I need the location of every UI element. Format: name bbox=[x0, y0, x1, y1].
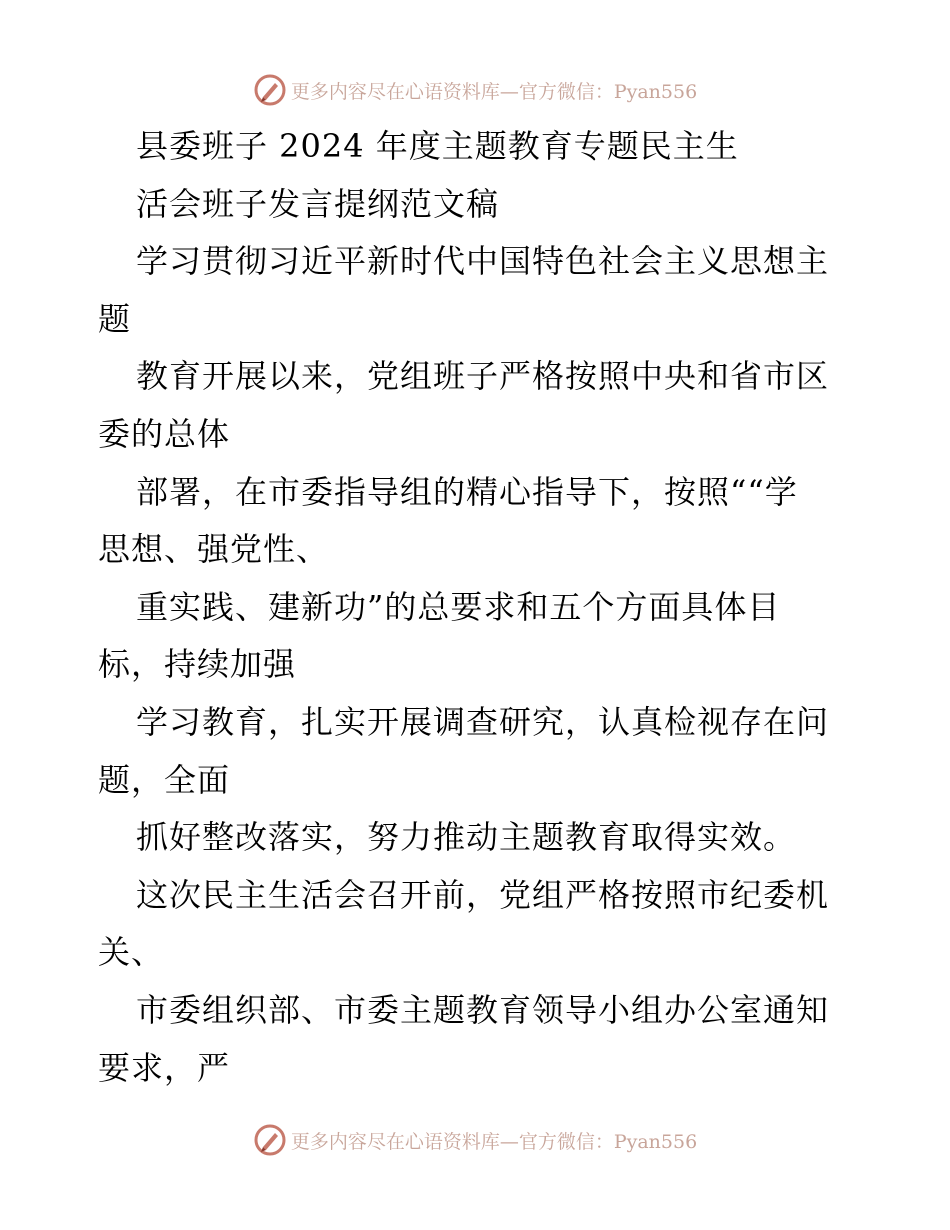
document-title-line: 县委班子 2024 年度主题教育专题民主生 bbox=[136, 127, 739, 165]
watermark-footer bbox=[0, 1118, 950, 1162]
paragraph-line: 学习贯彻习近平新时代中国特色社会主义思想主 bbox=[136, 242, 830, 281]
paragraph-line: 题 bbox=[98, 299, 132, 338]
paragraph-line: 这次民主生活会召开前，党组严格按照市纪委机 bbox=[136, 875, 830, 914]
paragraph-line: 市委组织部、市委主题教育领导小组办公室通知 bbox=[136, 990, 830, 1029]
watermark-text: 更多内容尽在心语资料库—官方微信：Pyan556 bbox=[290, 1130, 698, 1153]
watermark-header bbox=[0, 68, 950, 112]
paragraph-line: 要求，严 bbox=[98, 1048, 231, 1087]
paragraph-line: 委的总体 bbox=[98, 414, 231, 453]
pen-logo-icon bbox=[253, 1123, 287, 1157]
document-body bbox=[98, 118, 858, 1097]
pen-logo-icon bbox=[253, 73, 287, 107]
document-title-line: 活会班子发言提纲范文稿 bbox=[136, 184, 500, 223]
paragraph-line: 思想、强党性、 bbox=[98, 530, 330, 569]
paragraph-line: 学习教育，扎实开展调查研究，认真检视存在问 bbox=[136, 702, 830, 741]
paragraph-line: 关、 bbox=[98, 933, 165, 972]
paragraph-line: 标，持续加强 bbox=[98, 645, 297, 684]
watermark-text: 更多内容尽在心语资料库—官方微信：Pyan556 bbox=[290, 80, 698, 103]
paragraph-line: 教育开展以来，党组班子严格按照中央和省市区 bbox=[136, 357, 830, 396]
paragraph-line: 重实践、建新功”的总要求和五个方面具体目 bbox=[136, 587, 781, 626]
paragraph-line: 抓好整改落实，努力推动主题教育取得实效。 bbox=[136, 818, 797, 857]
paragraph-line: 部署，在市委指导组的精心指导下，按照““学 bbox=[136, 472, 798, 511]
paragraph-line: 题，全面 bbox=[98, 760, 231, 799]
